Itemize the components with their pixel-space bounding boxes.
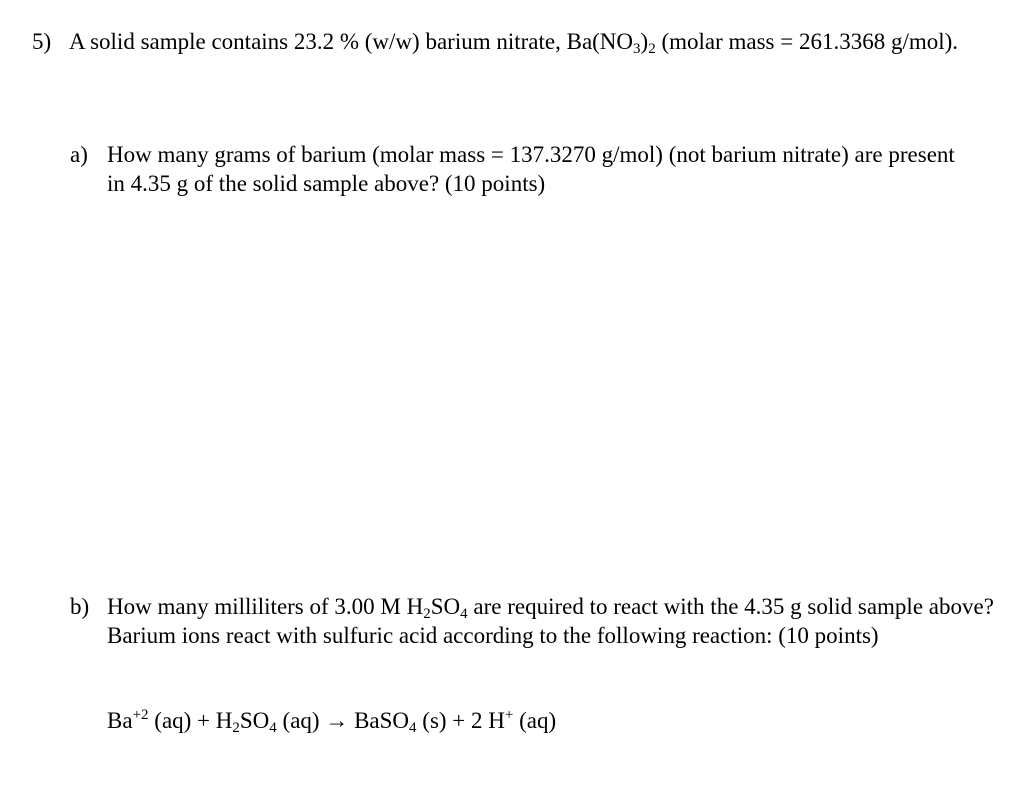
part-a-text: How many grams of barium (molar mass = 137.3270 g/mol) (not barium nitrate) are present in 4.35 g of the solid sample above? (10 points)	[107, 142, 955, 196]
part-b-label: b)	[70, 594, 90, 619]
part-b	[70, 592, 1010, 650]
part-a	[70, 140, 970, 198]
part-b-text: How many milliliters of 3.00 M $H_2SO_4$ are required to react with the 4.35 g solid sample above? Barium ions react with sulfuric acid according to the following reaction: (10 points)	[107, 594, 994, 648]
question-number: 5)	[32, 29, 52, 54]
question-5	[32, 27, 1012, 56]
part-a-label: a)	[70, 142, 88, 167]
reaction-equation: $Ba^{+2}$ $(aq) + H_2SO_4$ (aq) → BaSO$_4$ (s) + 2 H+ (aq)	[107, 707, 557, 736]
question-5-text: A solid sample contains 23.2 % (w/w) barium nitrate, $Ba(NO_3)_2$ (molar mass = 261.3368 g/mol).	[69, 29, 959, 57]
